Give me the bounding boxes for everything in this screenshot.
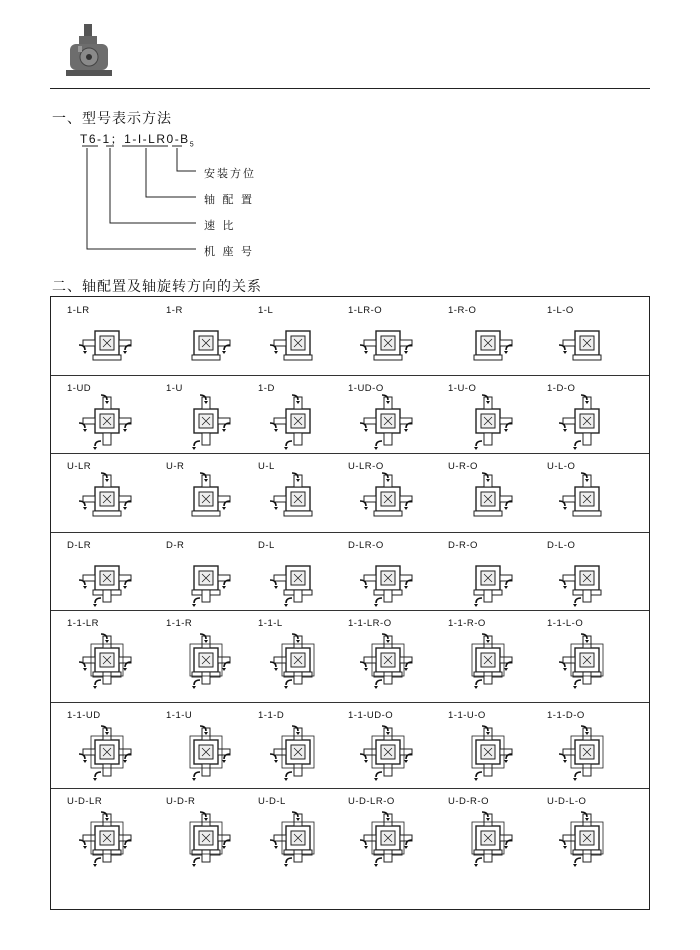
config-cell	[348, 788, 448, 883]
config-cell	[448, 610, 548, 702]
shaft-configuration-icon	[262, 393, 342, 453]
config-cell	[448, 375, 548, 453]
shaft-configuration-icon	[262, 724, 342, 784]
shaft-configuration-icon	[352, 315, 432, 375]
shaft-configuration-icon	[452, 810, 532, 870]
config-label: 1-D-O	[547, 383, 576, 394]
config-cell	[348, 532, 448, 610]
model-code	[80, 130, 195, 148]
shaft-configuration-icon	[170, 632, 250, 692]
config-cell	[67, 297, 167, 375]
shaft-configuration-icon	[71, 471, 151, 531]
config-cell	[258, 453, 358, 532]
config-label: 1-LR-O	[348, 305, 383, 316]
config-label: 1-1-U-O	[448, 710, 486, 721]
shaft-configuration-icon	[551, 810, 631, 870]
header-divider	[50, 88, 650, 89]
config-label: 1-1-R-O	[448, 618, 486, 629]
config-cell	[448, 453, 548, 532]
config-cell	[547, 453, 647, 532]
legend-shaft-config: 轴 配 置	[204, 193, 254, 206]
config-label: 1-1-LR	[67, 618, 100, 629]
config-row	[51, 610, 649, 703]
config-label: 1-1-L-O	[547, 618, 584, 629]
shaft-configuration-icon	[352, 724, 432, 784]
config-cell	[348, 702, 448, 788]
config-cell	[348, 453, 448, 532]
config-label: U-D-R	[166, 796, 196, 807]
shaft-configuration-icon	[71, 810, 151, 870]
shaft-configuration-icon	[551, 724, 631, 784]
legend-mounting-position: 安装方位	[204, 167, 256, 180]
config-label: D-L-O	[547, 540, 576, 551]
config-cell	[348, 297, 448, 375]
config-label: 1-U-O	[448, 383, 477, 394]
shaft-configuration-icon	[352, 550, 432, 610]
config-label: U-D-LR	[67, 796, 103, 807]
shaft-configuration-icon	[452, 724, 532, 784]
config-cell	[547, 375, 647, 453]
shaft-configuration-icon	[452, 315, 532, 375]
config-cell	[448, 702, 548, 788]
config-cell	[258, 297, 358, 375]
shaft-configuration-icon	[170, 810, 250, 870]
config-label: D-LR-O	[348, 540, 384, 551]
config-label: 1-R	[166, 305, 183, 316]
config-label: D-R-O	[448, 540, 478, 551]
config-label: 1-LR	[67, 305, 90, 316]
model-code-text: T6-1；1-I-LR0-B	[80, 132, 190, 146]
config-label: U-D-L	[258, 796, 286, 807]
config-label: 1-1-L	[258, 618, 283, 629]
config-label: U-D-L-O	[547, 796, 587, 807]
section-title-shaft-config: 二、轴配置及轴旋转方向的关系	[52, 279, 262, 295]
shaft-configuration-icon	[352, 471, 432, 531]
config-cell	[547, 702, 647, 788]
config-label: 1-U	[166, 383, 183, 394]
config-cell	[67, 788, 167, 883]
config-label: D-LR	[67, 540, 92, 551]
config-row	[51, 788, 649, 883]
config-label: U-D-LR-O	[348, 796, 395, 807]
config-cell	[258, 610, 358, 702]
config-label: D-L	[258, 540, 275, 551]
shaft-configuration-icon	[352, 810, 432, 870]
config-cell	[547, 788, 647, 883]
config-label: 1-UD	[67, 383, 92, 394]
config-cell	[166, 788, 266, 883]
config-label: U-L	[258, 461, 275, 472]
shaft-configuration-icon	[551, 315, 631, 375]
config-cell	[166, 453, 266, 532]
section-title-model: 一、型号表示方法	[52, 111, 172, 127]
shaft-configuration-icon	[170, 393, 250, 453]
config-row	[51, 375, 649, 454]
shaft-configuration-icon	[71, 632, 151, 692]
config-row	[51, 702, 649, 789]
config-cell	[166, 532, 266, 610]
config-cell	[166, 610, 266, 702]
shaft-configuration-icon	[262, 632, 342, 692]
config-label: 1-L-O	[547, 305, 574, 316]
config-cell	[67, 610, 167, 702]
shaft-configuration-icon	[71, 550, 151, 610]
config-label: 1-1-D	[258, 710, 285, 721]
config-row	[51, 532, 649, 611]
config-row	[51, 297, 649, 376]
config-label: 1-1-D-O	[547, 710, 585, 721]
config-cell	[448, 532, 548, 610]
config-label: U-R-O	[448, 461, 478, 472]
config-label: 1-1-U	[166, 710, 193, 721]
config-label: D-R	[166, 540, 185, 551]
config-cell	[166, 375, 266, 453]
config-cell	[166, 702, 266, 788]
shaft-configuration-icon	[352, 632, 432, 692]
config-label: 1-R-O	[448, 305, 477, 316]
config-label: 1-D	[258, 383, 275, 394]
gearbox-logo-icon	[64, 22, 114, 82]
legend-ratio: 速 比	[204, 219, 236, 232]
shaft-configuration-icon	[452, 471, 532, 531]
shaft-configuration-icon	[352, 393, 432, 453]
config-cell	[258, 702, 358, 788]
config-label: U-L-O	[547, 461, 576, 472]
config-label: U-LR-O	[348, 461, 384, 472]
config-cell	[547, 610, 647, 702]
config-label: U-R	[166, 461, 185, 472]
shaft-configuration-icon	[452, 393, 532, 453]
shaft-configuration-icon	[551, 393, 631, 453]
config-label: 1-1-UD-O	[348, 710, 394, 721]
shaft-configuration-icon	[170, 724, 250, 784]
shaft-configuration-icon	[262, 471, 342, 531]
shaft-configuration-icon	[170, 315, 250, 375]
shaft-configuration-icon	[71, 315, 151, 375]
config-label: 1-1-LR-O	[348, 618, 392, 629]
config-label: 1-1-R	[166, 618, 193, 629]
shaft-configuration-icon	[452, 632, 532, 692]
shaft-config-grid	[50, 296, 650, 910]
config-cell	[258, 788, 358, 883]
shaft-configuration-icon	[551, 550, 631, 610]
shaft-configuration-icon	[262, 550, 342, 610]
shaft-configuration-icon	[71, 393, 151, 453]
config-label: 1-L	[258, 305, 274, 316]
shaft-configuration-icon	[452, 550, 532, 610]
config-cell	[348, 375, 448, 453]
config-cell	[67, 375, 167, 453]
config-cell	[448, 297, 548, 375]
config-row	[51, 453, 649, 533]
shaft-configuration-icon	[262, 315, 342, 375]
config-cell	[258, 375, 358, 453]
config-cell	[547, 532, 647, 610]
shaft-configuration-icon	[71, 724, 151, 784]
shaft-configuration-icon	[262, 810, 342, 870]
config-cell	[166, 297, 266, 375]
model-code-sub: 5	[189, 141, 196, 149]
config-cell	[67, 532, 167, 610]
config-cell	[67, 453, 167, 532]
config-cell	[448, 788, 548, 883]
shaft-configuration-icon	[170, 471, 250, 531]
config-cell	[258, 532, 358, 610]
config-label: U-D-R-O	[448, 796, 489, 807]
config-cell	[547, 297, 647, 375]
config-cell	[348, 610, 448, 702]
config-cell	[67, 702, 167, 788]
config-label: 1-UD-O	[348, 383, 384, 394]
shaft-configuration-icon	[551, 632, 631, 692]
config-label: 1-1-UD	[67, 710, 101, 721]
shaft-configuration-icon	[170, 550, 250, 610]
legend-frame-size: 机 座 号	[204, 245, 254, 258]
shaft-configuration-icon	[551, 471, 631, 531]
config-label: U-LR	[67, 461, 92, 472]
